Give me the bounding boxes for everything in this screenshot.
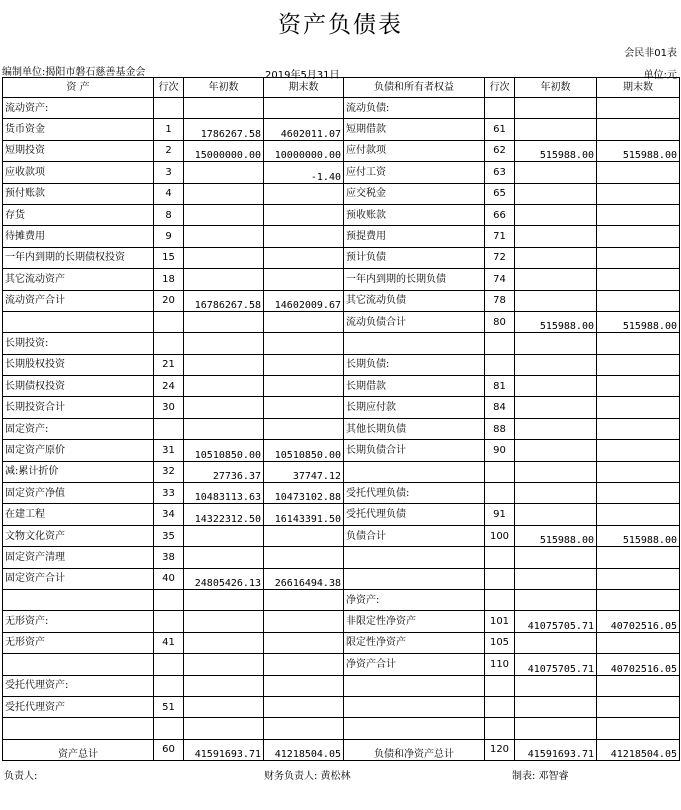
asset-begin-value: 14322312.50 [184,504,264,525]
liability-label: 非限定性净资产 [344,611,485,632]
liability-label: 限定性净资产 [344,632,485,653]
asset-end-value: 4602011.07 [264,119,344,140]
liability-end-value [597,333,680,354]
liability-row-no [485,354,515,375]
asset-end-value [264,696,344,717]
liability-end-value [597,675,680,696]
balance-sheet-table [2,77,680,761]
asset-row-no [154,311,184,332]
asset-begin-value: 10483113.63 [184,483,264,504]
liability-row-no: 74 [485,269,515,290]
liability-begin-value: 515988.00 [515,525,597,546]
liability-row-no [485,675,515,696]
asset-begin-value [184,162,264,183]
liability-row-no [485,696,515,717]
asset-begin-value [184,718,264,739]
asset-row-no: 15 [154,247,184,268]
asset-end-value [264,525,344,546]
form-code: 会民非01表 [624,48,677,59]
liability-row-no: 78 [485,290,515,311]
asset-label: 应收款项 [3,162,154,183]
liability-label [344,696,485,717]
liability-end-value [597,162,680,183]
liability-end-value: 515988.00 [597,311,680,332]
liability-end-value [597,119,680,140]
asset-end-value: 10510850.00 [264,440,344,461]
asset-row-no: 32 [154,461,184,482]
asset-end-value [264,376,344,397]
liability-begin-value [515,354,597,375]
liability-end-value [597,461,680,482]
liability-row-no: 91 [485,504,515,525]
liability-label [344,675,485,696]
report-title: 资产负债表 [278,12,403,38]
asset-begin-value [184,547,264,568]
liability-row-no: 72 [485,247,515,268]
liability-row-no: 81 [485,376,515,397]
asset-end-value: 16143391.50 [264,504,344,525]
liability-end-value [597,397,680,418]
liability-end-value: 515988.00 [597,140,680,161]
liability-begin-value: 41075705.71 [515,654,597,675]
table-row [3,354,680,375]
asset-label: 在建工程 [3,504,154,525]
liability-end-value [597,226,680,247]
asset-label: 固定资产合计 [3,568,154,589]
asset-begin-value [184,354,264,375]
header-liabilities: 负债和所有者权益 [344,78,485,98]
liability-row-no: 66 [485,204,515,225]
asset-end-value [264,547,344,568]
asset-label: 长期债权投资 [3,376,154,397]
liability-label: 预收账款 [344,204,485,225]
liability-label: 预提费用 [344,226,485,247]
table-row [3,525,680,546]
liability-row-no: 84 [485,397,515,418]
liability-begin-value [515,504,597,525]
liability-label: 其它流动负债 [344,290,485,311]
liability-begin-value: 515988.00 [515,140,597,161]
asset-row-no: 35 [154,525,184,546]
liability-label: 应付款项 [344,140,485,161]
asset-end-value [264,311,344,332]
liability-begin-value [515,119,597,140]
asset-row-no: 9 [154,226,184,247]
table-row [3,461,680,482]
table-row [3,311,680,332]
asset-end-value: 10473102.88 [264,483,344,504]
liability-row-no: 65 [485,183,515,204]
asset-begin-value: 16786267.58 [184,290,264,311]
asset-begin-value: 1786267.58 [184,119,264,140]
liability-begin-value [515,98,597,119]
liability-begin-value [515,290,597,311]
asset-begin-value [184,226,264,247]
table-row [3,504,680,525]
liability-end-value [597,418,680,439]
asset-end-value [264,675,344,696]
table-row [3,483,680,504]
table-row [3,654,680,675]
asset-row-no: 34 [154,504,184,525]
liability-begin-value [515,269,597,290]
liability-label: 受托代理负债: [344,483,485,504]
liability-begin-value [515,247,597,268]
asset-label: 长期投资合计 [3,397,154,418]
table-row [3,183,680,204]
asset-begin-value [184,611,264,632]
asset-end-value [264,333,344,354]
liability-end-value [597,696,680,717]
liability-begin-value [515,333,597,354]
table-row [3,547,680,568]
asset-end-value [264,247,344,268]
liability-end-value [597,183,680,204]
table-row [3,718,680,739]
header-row-no-right: 行次 [485,78,515,98]
liability-row-no [485,547,515,568]
liability-row-no: 62 [485,140,515,161]
table-row [3,675,680,696]
asset-row-no: 8 [154,204,184,225]
header-row-no: 行次 [154,78,184,98]
asset-label: 受托代理资产: [3,675,154,696]
asset-row-no: 41 [154,632,184,653]
table-row [3,290,680,311]
asset-begin-value: 15000000.00 [184,140,264,161]
liability-begin-value [515,226,597,247]
unit-label: 单位:元 [643,70,677,81]
table-row [3,696,680,717]
header-begin: 年初数 [184,78,264,98]
asset-label: 文物文化资产 [3,525,154,546]
liability-row-no: 61 [485,119,515,140]
table-row [3,397,680,418]
asset-end-value [264,269,344,290]
table-row [3,632,680,653]
liability-label: 长期负债合计 [344,440,485,461]
asset-row-no: 60 [154,739,184,760]
asset-row-no [154,654,184,675]
liability-label [344,568,485,589]
asset-row-no [154,675,184,696]
liability-label: 净资产合计 [344,654,485,675]
asset-begin-value [184,525,264,546]
asset-label: 一年内到期的长期债权投资 [3,247,154,268]
asset-begin-value [184,98,264,119]
asset-label: 受托代理资产 [3,696,154,717]
asset-label: 资产总计 [3,739,154,760]
asset-begin-value: 10510850.00 [184,440,264,461]
asset-begin-value [184,311,264,332]
liability-row-no: 80 [485,311,515,332]
table-row [3,269,680,290]
liability-begin-value [515,397,597,418]
liability-label: 预计负债 [344,247,485,268]
liability-end-value: 40702516.05 [597,611,680,632]
liability-end-value: 515988.00 [597,525,680,546]
liability-begin-value [515,718,597,739]
liability-row-no [485,483,515,504]
liability-label: 流动负债: [344,98,485,119]
asset-label: 减:累计折价 [3,461,154,482]
asset-begin-value [184,418,264,439]
liability-begin-value [515,183,597,204]
liability-begin-value [515,440,597,461]
asset-begin-value [184,204,264,225]
liability-begin-value: 41591693.71 [515,739,597,760]
liability-begin-value [515,632,597,653]
liability-label: 应交税金 [344,183,485,204]
asset-row-no [154,418,184,439]
liability-label [344,718,485,739]
asset-row-no: 31 [154,440,184,461]
asset-begin-value [184,589,264,610]
asset-row-no: 4 [154,183,184,204]
asset-row-no: 30 [154,397,184,418]
asset-end-value: 26616494.38 [264,568,344,589]
asset-row-no [154,333,184,354]
table-header-row [3,78,680,98]
liability-begin-value [515,461,597,482]
liability-begin-value [515,418,597,439]
liability-begin-value: 515988.00 [515,311,597,332]
liability-label: 长期负债: [344,354,485,375]
liability-end-value [597,376,680,397]
table-row [3,333,680,354]
asset-label: 固定资产: [3,418,154,439]
asset-begin-value [184,632,264,653]
liability-row-no: 105 [485,632,515,653]
asset-row-no [154,98,184,119]
asset-begin-value: 41591693.71 [184,739,264,760]
table-row [3,440,680,461]
liability-end-value [597,98,680,119]
liability-label: 应付工资 [344,162,485,183]
liability-end-value [597,440,680,461]
asset-begin-value [184,247,264,268]
asset-row-no [154,718,184,739]
asset-end-value [264,183,344,204]
liability-row-no [485,718,515,739]
liability-end-value [597,589,680,610]
report-date: 2019年5月31日 [265,70,340,81]
asset-end-value [264,204,344,225]
liability-begin-value: 41075705.71 [515,611,597,632]
asset-row-no: 40 [154,568,184,589]
liability-begin-value [515,204,597,225]
liability-end-value: 41218504.05 [597,739,680,760]
table-row [3,589,680,610]
liability-end-value [597,269,680,290]
liability-label: 一年内到期的长期负债 [344,269,485,290]
table-row [3,376,680,397]
footer-finance: 财务负责人: 黄松林 [264,771,351,782]
liability-label: 短期借款 [344,119,485,140]
asset-end-value [264,418,344,439]
asset-row-no: 38 [154,547,184,568]
table-row [3,611,680,632]
asset-end-value: 14602009.67 [264,290,344,311]
asset-label [3,718,154,739]
liability-end-value [597,290,680,311]
asset-end-value [264,226,344,247]
asset-end-value [264,354,344,375]
asset-row-no: 1 [154,119,184,140]
liability-end-value [597,247,680,268]
table-row [3,226,680,247]
asset-label [3,311,154,332]
liability-label: 负债和净资产总计 [344,739,485,760]
liability-begin-value [515,376,597,397]
liability-label: 其他长期负债 [344,418,485,439]
asset-label: 长期股权投资 [3,354,154,375]
asset-end-value [264,718,344,739]
footer-responsible: 负责人: [4,771,38,782]
liability-label: 净资产: [344,589,485,610]
asset-row-no: 3 [154,162,184,183]
table-row [3,204,680,225]
liability-row-no: 90 [485,440,515,461]
footer-preparer: 制表: 邓智睿 [512,771,569,782]
asset-end-value [264,397,344,418]
liability-begin-value [515,675,597,696]
liability-row-no [485,461,515,482]
asset-label: 流动资产合计 [3,290,154,311]
liability-begin-value [515,483,597,504]
liability-end-value: 40702516.05 [597,654,680,675]
asset-row-no: 33 [154,483,184,504]
asset-label: 长期投资: [3,333,154,354]
liability-begin-value [515,696,597,717]
asset-label: 预付账款 [3,183,154,204]
asset-label: 存货 [3,204,154,225]
org-label: 编制单位:揭阳市磐石慈善基金会 [2,67,146,78]
liability-end-value [597,632,680,653]
liability-label: 流动负债合计 [344,311,485,332]
liability-row-no: 120 [485,739,515,760]
asset-row-no: 21 [154,354,184,375]
liability-label: 长期借款 [344,376,485,397]
asset-begin-value [184,183,264,204]
liability-row-no: 100 [485,525,515,546]
asset-label: 短期投资 [3,140,154,161]
asset-label [3,654,154,675]
asset-end-value [264,632,344,653]
liability-end-value [597,354,680,375]
liability-row-no [485,333,515,354]
liability-begin-value [515,589,597,610]
asset-row-no [154,611,184,632]
table-row [3,162,680,183]
liability-label [344,547,485,568]
asset-label: 流动资产: [3,98,154,119]
asset-end-value: -1.40 [264,162,344,183]
liability-label: 受托代理负债 [344,504,485,525]
liability-row-no [485,568,515,589]
liability-begin-value [515,547,597,568]
liability-row-no: 88 [485,418,515,439]
header-end-right: 期末数 [597,78,680,98]
asset-end-value: 10000000.00 [264,140,344,161]
header-asset: 资 产 [3,78,154,98]
liability-label [344,461,485,482]
asset-label: 无形资产 [3,632,154,653]
asset-end-value: 37747.12 [264,461,344,482]
table-row [3,98,680,119]
liability-row-no [485,98,515,119]
table-row [3,568,680,589]
asset-row-no: 18 [154,269,184,290]
asset-label: 固定资产清理 [3,547,154,568]
asset-label [3,589,154,610]
asset-row-no: 24 [154,376,184,397]
liability-end-value [597,483,680,504]
asset-begin-value [184,675,264,696]
asset-begin-value [184,397,264,418]
asset-begin-value [184,269,264,290]
liability-label: 负债合计 [344,525,485,546]
asset-label: 固定资产原价 [3,440,154,461]
liability-row-no: 63 [485,162,515,183]
liability-row-no: 71 [485,226,515,247]
asset-begin-value [184,654,264,675]
asset-label: 固定资产净值 [3,483,154,504]
asset-label: 待摊费用 [3,226,154,247]
asset-end-value: 41218504.05 [264,739,344,760]
asset-begin-value [184,376,264,397]
asset-begin-value [184,696,264,717]
table-row [3,418,680,439]
table-row [3,140,680,161]
asset-begin-value: 24805426.13 [184,568,264,589]
liability-end-value [597,204,680,225]
liability-label [344,333,485,354]
liability-row-no: 101 [485,611,515,632]
header-begin-right: 年初数 [515,78,597,98]
table-row [3,247,680,268]
asset-end-value [264,611,344,632]
liability-row-no [485,589,515,610]
liability-begin-value [515,568,597,589]
asset-row-no: 20 [154,290,184,311]
liability-begin-value [515,162,597,183]
liability-end-value [597,504,680,525]
liability-end-value [597,547,680,568]
table-row [3,739,680,760]
asset-label: 货币资金 [3,119,154,140]
asset-row-no: 51 [154,696,184,717]
liability-row-no: 110 [485,654,515,675]
asset-end-value [264,654,344,675]
table-row [3,119,680,140]
asset-end-value [264,98,344,119]
liability-label: 长期应付款 [344,397,485,418]
asset-label: 无形资产: [3,611,154,632]
asset-row-no [154,589,184,610]
asset-begin-value [184,333,264,354]
asset-end-value [264,589,344,610]
asset-label: 其它流动资产 [3,269,154,290]
header-end: 期末数 [264,78,344,98]
liability-end-value [597,718,680,739]
asset-begin-value: 27736.37 [184,461,264,482]
liability-end-value [597,568,680,589]
asset-row-no: 2 [154,140,184,161]
